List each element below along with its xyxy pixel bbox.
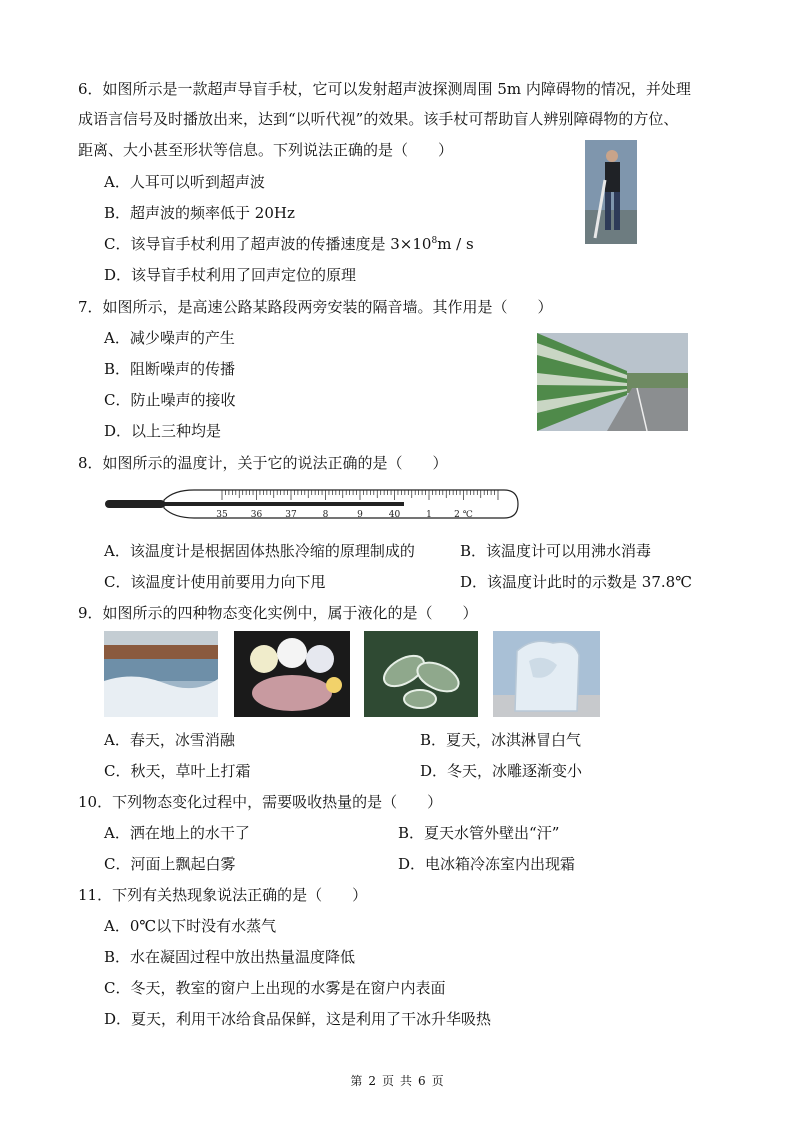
q7-option-d: D．以上三种均是 xyxy=(104,422,222,440)
q10-stem: 10．下列物态变化过程中，需要吸收热量的是（ ） xyxy=(78,793,443,811)
thermometer-scale-label: 37 xyxy=(285,510,297,520)
q7-option-a: A．减少噪声的产生 xyxy=(104,329,235,347)
q9-option-b: B．夏天，冰淇淋冒白气 xyxy=(420,731,582,749)
footer-gong: 共 xyxy=(400,1074,413,1088)
blind-cane-photo xyxy=(585,140,637,244)
q10-option-d: D．电冰箱冷冻室内出现霜 xyxy=(398,855,576,873)
thermometer-scale-label: 36 xyxy=(250,510,263,520)
q10-option-b: B．夏天水管外壁出“汗” xyxy=(398,824,560,842)
melting-ice-photo xyxy=(104,631,218,717)
q8-option-d: D．该温度计此时的示数是 37.8℃ xyxy=(460,573,692,591)
thermometer-scale-label: 35 xyxy=(216,510,228,520)
q11-option-a: A．0℃以下时没有水蒸气 xyxy=(104,917,277,935)
q6-stem-line2: 成语言信号及时播放出来，达到“以听代视”的效果。该手杖可帮助盲人辨别障碍物的方位、 xyxy=(78,110,679,128)
q11-option-d: D．夏天，利用干冰给食品保鲜，这是利用了干冰升华吸热 xyxy=(104,1010,492,1028)
q6-option-d: D．该导盲手杖利用了回声定位的原理 xyxy=(104,266,357,284)
q11-option-b: B．水在凝固过程中放出热量温度降低 xyxy=(104,948,356,966)
footer-page-number: 2 xyxy=(368,1074,376,1088)
footer-total-pages: 6 xyxy=(418,1074,426,1088)
q8-option-b: B．该温度计可以用沸水消毒 xyxy=(460,542,652,560)
q8-stem: 8．如图所示的温度计，关于它的说法正确的是（ ） xyxy=(78,454,448,472)
q6-option-c-pre: C．该导盲手杖利用了超声波的传播速度是 3×10 xyxy=(104,235,432,253)
q11-stem: 11．下列有关热现象说法正确的是（ ） xyxy=(78,886,368,904)
footer-di: 第 xyxy=(350,1074,363,1088)
q9-option-d: D．冬天，冰雕逐渐变小 xyxy=(420,762,583,780)
ice-cream-photo xyxy=(234,631,350,717)
page-footer xyxy=(0,1072,794,1089)
q8-option-a: A．该温度计是根据固体热胀冷缩的原理制成的 xyxy=(104,542,415,560)
thermometer-scale-label: 1 xyxy=(426,510,432,520)
q6-option-c xyxy=(104,233,474,254)
q10-option-c: C．河面上飘起白雾 xyxy=(104,855,236,873)
ice-sculpture-photo xyxy=(493,631,600,717)
q7-stem: 7．如图所示，是高速公路某路段两旁安装的隔音墙。其作用是（ ） xyxy=(78,298,553,316)
q6-option-c-exp: 8 xyxy=(431,236,438,246)
q9-option-a: A．春天，冰雪消融 xyxy=(104,731,235,749)
q9-stem: 9．如图所示的四种物态变化实例中，属于液化的是（ ） xyxy=(78,604,478,622)
thermometer-scale-label: 2 ℃ xyxy=(454,510,473,520)
q6-stem-line3: 距离、大小甚至形状等信息。下列说法正确的是（ ） xyxy=(78,141,454,159)
thermometer-scale-label: 40 xyxy=(388,510,401,520)
q6-stem-line1: 6．如图所示是一款超声导盲手杖，它可以发射超声波探测周围 5m 内障碍物的情况，并处理 xyxy=(78,80,691,98)
q6-option-a: A．人耳可以听到超声波 xyxy=(104,173,265,191)
q6-option-c-post: m / s xyxy=(437,235,474,253)
q6-option-b: B．超声波的频率低于 20Hz xyxy=(104,204,295,222)
footer-ye: 页 xyxy=(381,1074,394,1088)
q7-option-b: B．阻断噪声的传播 xyxy=(104,360,236,378)
q8-option-c: C．该温度计使用前要用力向下甩 xyxy=(104,573,326,591)
thermometer-figure xyxy=(104,486,524,524)
q10-option-a: A．洒在地上的水干了 xyxy=(104,824,250,842)
thermometer-scale-label: 9 xyxy=(357,510,363,520)
frost-leaves-photo xyxy=(364,631,478,717)
footer-ye-2: 页 xyxy=(431,1074,444,1088)
sound-barrier-photo xyxy=(537,333,688,431)
q7-option-c: C．防止噪声的接收 xyxy=(104,391,236,409)
q9-option-c: C．秋天，草叶上打霜 xyxy=(104,762,251,780)
q11-option-c: C．冬天，教室的窗户上出现的水雾是在窗户内表面 xyxy=(104,979,446,997)
thermometer-scale-label: 8 xyxy=(322,510,329,520)
